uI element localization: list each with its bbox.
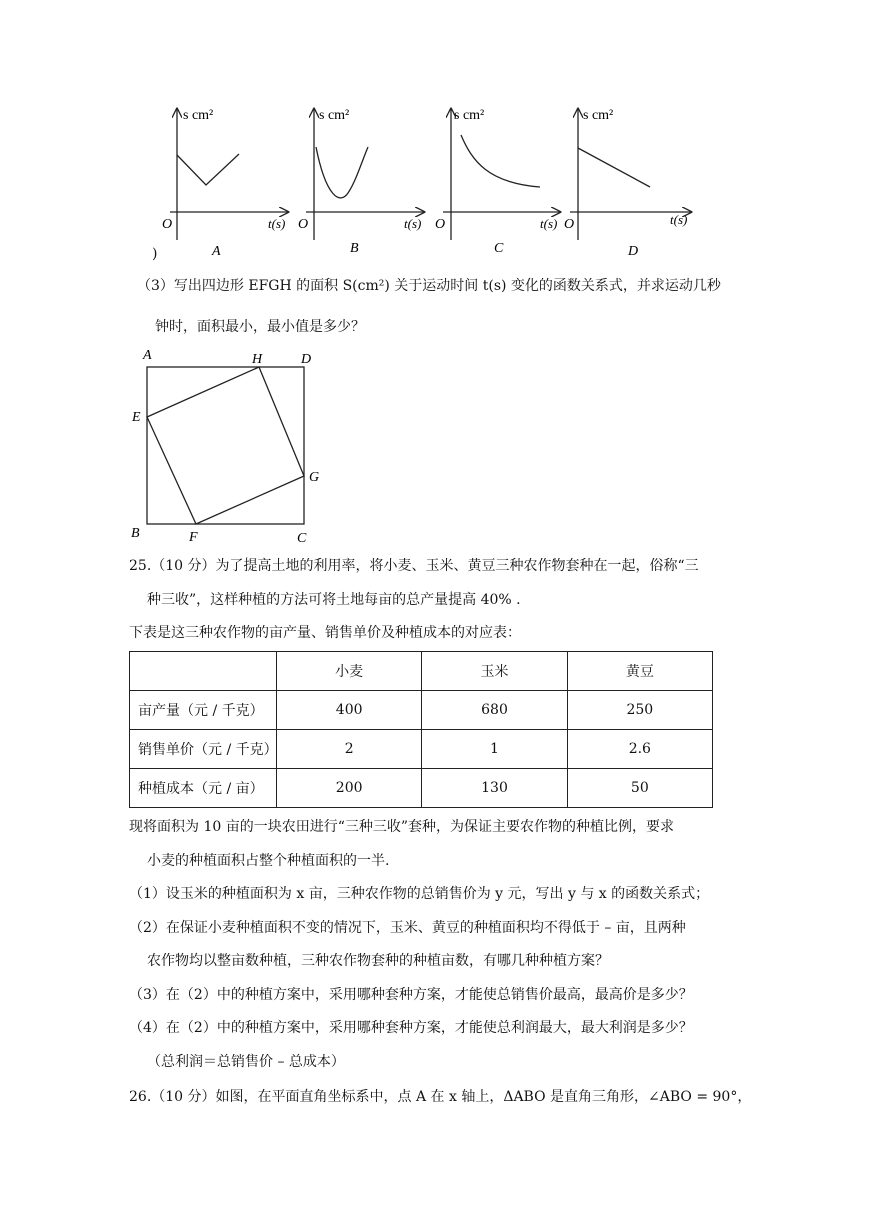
graph-d-option: D (628, 244, 639, 259)
table-cell: 130 (422, 769, 567, 808)
graph-a-curve (177, 154, 239, 185)
table-header-cell: 小麦 (277, 652, 422, 691)
table-cell: 1 (422, 730, 567, 769)
crop-table (129, 651, 713, 808)
q3-line1: （3）写出四边形 EFGH 的面积 S(cm²) 关于运动时间 t(s) 变化的函数关系式，并求运动几秒 (137, 278, 721, 294)
label-g: G (309, 470, 320, 485)
table-cell: 250 (567, 691, 712, 730)
table-cell: 2.6 (567, 730, 712, 769)
option-graphs (150, 95, 710, 265)
q25-table-intro: 下表是这三种农作物的亩产量、销售单价及种植成本的对应表： (129, 625, 521, 641)
graph-d-origin: O (564, 217, 575, 232)
graph-b-ylabel: s cm² (319, 108, 350, 123)
graph-b (298, 108, 424, 256)
label-f: F (189, 530, 198, 545)
table-header-cell: 玉米 (422, 652, 567, 691)
graph-b-curve (316, 147, 368, 198)
label-h: H (252, 352, 263, 367)
table-header-cell (130, 652, 277, 691)
q25-line1: 25.（10 分）为了提高土地的利用率，将小麦、玉米、黄豆三种农作物套种在一起，俗称“三 (129, 558, 699, 574)
label-c: C (297, 531, 307, 545)
graph-c-origin: O (435, 217, 446, 232)
graph-a-option: A (212, 244, 221, 259)
q25-sub1: （1）设玉米的种植面积为 x 亩，三种农作物的总销售价为 y 元，写出 y 与 x 的函数关系式； (129, 886, 710, 902)
graph-c-ylabel: s cm² (454, 108, 485, 123)
square-diagram (125, 345, 335, 545)
table-cell: 400 (277, 691, 422, 730)
quad-efgh (147, 367, 304, 524)
graph-c-curve (461, 135, 540, 187)
table-row-label: 亩产量（元 / 千克） (130, 691, 277, 730)
q25-sub4-note: （总利润＝总销售价 – 总成本） (147, 1054, 345, 1070)
graph-b-xlabel: t(s) (404, 216, 422, 231)
q25-sub4: （4）在（2）中的种植方案中，采用哪种套种方案，才能使总利润最大，最大利润是多少？ (129, 1020, 693, 1036)
label-b: B (131, 526, 140, 541)
table-row (130, 730, 713, 769)
graph-d-xlabel: t(s) (670, 212, 688, 227)
graph-c-option: C (494, 241, 504, 256)
graph-d-curve (578, 148, 650, 187)
q25-sub2-line2: 农作物均以整亩数种植，三种农作物套种的种植亩数，有哪几种种植方案？ (147, 953, 609, 969)
table-row (130, 769, 713, 808)
graph-a-ylabel: s cm² (183, 108, 214, 123)
graph-b-option: B (350, 241, 359, 256)
table-row-label: 种植成本（元 / 亩） (130, 769, 277, 808)
paren-close: ) (152, 246, 158, 262)
table-cell: 50 (567, 769, 712, 808)
square-abcd (147, 367, 304, 524)
label-a: A (143, 348, 152, 363)
q25-line2: 种三收”，这样种植的方法可将土地每亩的总产量提高 40% . (147, 592, 521, 608)
table-header-row (130, 652, 713, 691)
table-header-cell: 黄豆 (567, 652, 712, 691)
q25-para2: 小麦的种植面积占整个种植面积的一半. (147, 853, 390, 869)
q25-para1: 现将面积为 10 亩的一块农田进行“三种三收”套种，为保证主要农作物的种植比例，要求 (129, 819, 675, 835)
graph-c-xlabel: t(s) (540, 216, 558, 231)
q25-sub2-line1: （2）在保证小麦种植面积不变的情况下，玉米、黄豆的种植面积均不得低于 – 亩，且两种 (129, 920, 686, 936)
q26-line1: 26.（10 分）如图，在平面直角坐标系中，点 A 在 x 轴上，ΔABO 是直角三角形，∠ABO = 90°， (129, 1089, 752, 1105)
q3-line2: 钟时，面积最小，最小值是多少？ (155, 319, 365, 335)
table-row (130, 691, 713, 730)
label-d: D (301, 352, 312, 367)
graph-c (435, 108, 560, 256)
graph-d (564, 108, 691, 259)
label-e: E (132, 410, 141, 425)
table-row-label: 销售单价（元 / 千克） (130, 730, 277, 769)
graph-b-origin: O (298, 217, 309, 232)
graph-d-ylabel: s cm² (583, 108, 614, 123)
table-cell: 200 (277, 769, 422, 808)
graph-a (162, 108, 288, 259)
table-cell: 680 (422, 691, 567, 730)
graph-a-xlabel: t(s) (268, 216, 286, 231)
graph-a-origin: O (162, 217, 173, 232)
table-cell: 2 (277, 730, 422, 769)
q25-sub3: （3）在（2）中的种植方案中，采用哪种套种方案，才能使总销售价最高，最高价是多少？ (129, 987, 693, 1003)
